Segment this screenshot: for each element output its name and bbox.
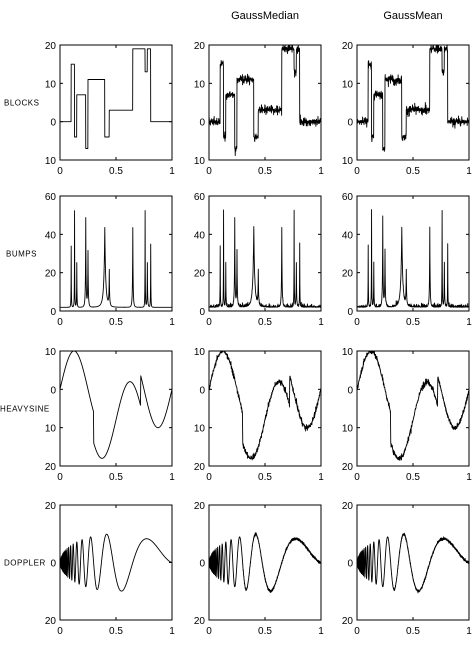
y-tick-label: 0 bbox=[199, 385, 205, 397]
x-tick-label: 1 bbox=[318, 472, 324, 483]
y-tick-label: 20 bbox=[341, 501, 353, 512]
x-tick-label: 0 bbox=[57, 166, 63, 177]
panel-blocks-1 bbox=[194, 41, 324, 177]
x-tick-label: 0.5 bbox=[258, 166, 272, 177]
x-tick-label: 1 bbox=[466, 472, 472, 483]
axes-frame bbox=[209, 351, 321, 466]
series-line-bumps bbox=[209, 210, 321, 307]
y-tick-label: 10 bbox=[44, 156, 56, 167]
series-line-heavysine bbox=[209, 351, 321, 460]
series-line-doppler bbox=[60, 534, 172, 591]
row-label-bumps: BUMPS bbox=[6, 249, 37, 259]
panel-heavysine-0 bbox=[45, 347, 175, 483]
y-tick-label: 0 bbox=[50, 307, 56, 318]
panel-doppler-0 bbox=[45, 501, 175, 637]
x-tick-label: 0.5 bbox=[406, 317, 420, 328]
series-line-doppler bbox=[209, 533, 321, 593]
y-tick-label: 0 bbox=[50, 558, 56, 570]
row-label-doppler: DOPPLER bbox=[4, 558, 46, 568]
axes-frame bbox=[60, 351, 172, 466]
series-line-blocks bbox=[60, 49, 172, 149]
y-tick-label: 10 bbox=[193, 423, 205, 435]
y-tick-label: 10 bbox=[44, 79, 56, 91]
y-tick-label: 0 bbox=[347, 117, 353, 129]
y-tick-label: 10 bbox=[341, 79, 353, 91]
y-tick-label: 20 bbox=[341, 462, 353, 473]
y-tick-label: 20 bbox=[44, 501, 56, 512]
y-tick-label: 20 bbox=[44, 462, 56, 473]
x-tick-label: 1 bbox=[466, 626, 472, 637]
series-line-bumps bbox=[357, 210, 469, 308]
x-tick-label: 0 bbox=[354, 317, 360, 328]
x-tick-label: 1 bbox=[318, 626, 324, 637]
panel-bumps-1 bbox=[194, 192, 324, 328]
y-tick-label: 10 bbox=[193, 79, 205, 91]
y-tick-label: 20 bbox=[193, 41, 205, 52]
y-tick-label: 0 bbox=[50, 117, 56, 129]
y-tick-label: 0 bbox=[347, 385, 353, 397]
x-tick-label: 0.5 bbox=[109, 472, 123, 483]
panel-blocks-0 bbox=[45, 41, 175, 177]
y-tick-label: 60 bbox=[44, 192, 56, 203]
series-line-heavysine bbox=[60, 351, 172, 458]
x-tick-label: 1 bbox=[169, 166, 175, 177]
y-tick-label: 20 bbox=[193, 462, 205, 473]
x-tick-label: 0.5 bbox=[258, 317, 272, 328]
y-tick-label: 0 bbox=[199, 558, 205, 570]
panel-bumps-2 bbox=[342, 192, 472, 328]
y-tick-label: 20 bbox=[341, 268, 353, 280]
x-tick-label: 0 bbox=[354, 472, 360, 483]
x-tick-label: 1 bbox=[169, 472, 175, 483]
x-tick-label: 0.5 bbox=[406, 166, 420, 177]
x-tick-label: 0.5 bbox=[406, 472, 420, 483]
y-tick-label: 10 bbox=[193, 347, 205, 358]
series-line-heavysine bbox=[357, 351, 469, 460]
y-tick-label: 60 bbox=[341, 192, 353, 203]
column-title-gaussmean: GaussMean bbox=[383, 10, 443, 22]
y-tick-label: 10 bbox=[341, 423, 353, 435]
series-line-doppler bbox=[357, 533, 469, 593]
panel-heavysine-2 bbox=[342, 347, 472, 483]
y-tick-label: 20 bbox=[193, 268, 205, 280]
y-tick-label: 10 bbox=[193, 156, 205, 167]
y-tick-label: 40 bbox=[44, 230, 56, 242]
axes-frame bbox=[357, 505, 469, 620]
row-label-heavysine: HEAVYSINE bbox=[0, 404, 50, 414]
x-tick-label: 0.5 bbox=[109, 317, 123, 328]
x-tick-label: 1 bbox=[466, 317, 472, 328]
column-title-gaussmedian: GaussMedian bbox=[231, 10, 299, 22]
x-tick-label: 0.5 bbox=[258, 626, 272, 637]
y-tick-label: 0 bbox=[347, 307, 353, 318]
y-tick-label: 20 bbox=[44, 41, 56, 52]
x-tick-label: 0.5 bbox=[258, 472, 272, 483]
y-tick-label: 10 bbox=[44, 423, 56, 435]
x-tick-label: 1 bbox=[466, 166, 472, 177]
row-label-blocks: BLOCKS bbox=[4, 98, 40, 108]
panel-doppler-2 bbox=[342, 501, 472, 637]
y-tick-label: 40 bbox=[341, 230, 353, 242]
x-tick-label: 0 bbox=[57, 317, 63, 328]
y-tick-label: 20 bbox=[341, 41, 353, 52]
x-tick-label: 0 bbox=[206, 472, 212, 483]
x-tick-label: 0 bbox=[206, 166, 212, 177]
y-tick-label: 10 bbox=[44, 347, 56, 358]
y-tick-label: 0 bbox=[50, 385, 56, 397]
panel-bumps-0 bbox=[45, 192, 175, 328]
y-tick-label: 0 bbox=[199, 307, 205, 318]
x-tick-label: 1 bbox=[318, 166, 324, 177]
y-tick-label: 20 bbox=[193, 616, 205, 627]
x-tick-label: 0 bbox=[57, 472, 63, 483]
y-tick-label: 20 bbox=[341, 616, 353, 627]
x-tick-label: 0.5 bbox=[109, 166, 123, 177]
y-tick-label: 40 bbox=[193, 230, 205, 242]
y-tick-label: 0 bbox=[199, 117, 205, 129]
x-tick-label: 0 bbox=[354, 626, 360, 637]
axes-frame bbox=[357, 351, 469, 466]
x-tick-label: 0.5 bbox=[109, 626, 123, 637]
y-tick-label: 20 bbox=[193, 501, 205, 512]
y-tick-label: 10 bbox=[341, 347, 353, 358]
panel-blocks-2 bbox=[342, 41, 472, 177]
x-tick-label: 0 bbox=[206, 626, 212, 637]
x-tick-label: 0 bbox=[206, 317, 212, 328]
x-tick-label: 0 bbox=[354, 166, 360, 177]
y-tick-label: 20 bbox=[44, 268, 56, 280]
y-tick-label: 20 bbox=[44, 616, 56, 627]
panel-doppler-1 bbox=[194, 501, 324, 637]
y-tick-label: 10 bbox=[341, 156, 353, 167]
axes-frame bbox=[209, 505, 321, 620]
panel-heavysine-1 bbox=[194, 347, 324, 483]
axes-frame bbox=[60, 505, 172, 620]
y-tick-label: 60 bbox=[193, 192, 205, 203]
series-line-blocks bbox=[357, 45, 469, 151]
series-line-blocks bbox=[209, 45, 321, 156]
series-line-bumps bbox=[60, 211, 172, 308]
x-tick-label: 0 bbox=[57, 626, 63, 637]
x-tick-label: 1 bbox=[169, 317, 175, 328]
x-tick-label: 1 bbox=[169, 626, 175, 637]
x-tick-label: 0.5 bbox=[406, 626, 420, 637]
x-tick-label: 1 bbox=[318, 317, 324, 328]
y-tick-label: 0 bbox=[347, 558, 353, 570]
